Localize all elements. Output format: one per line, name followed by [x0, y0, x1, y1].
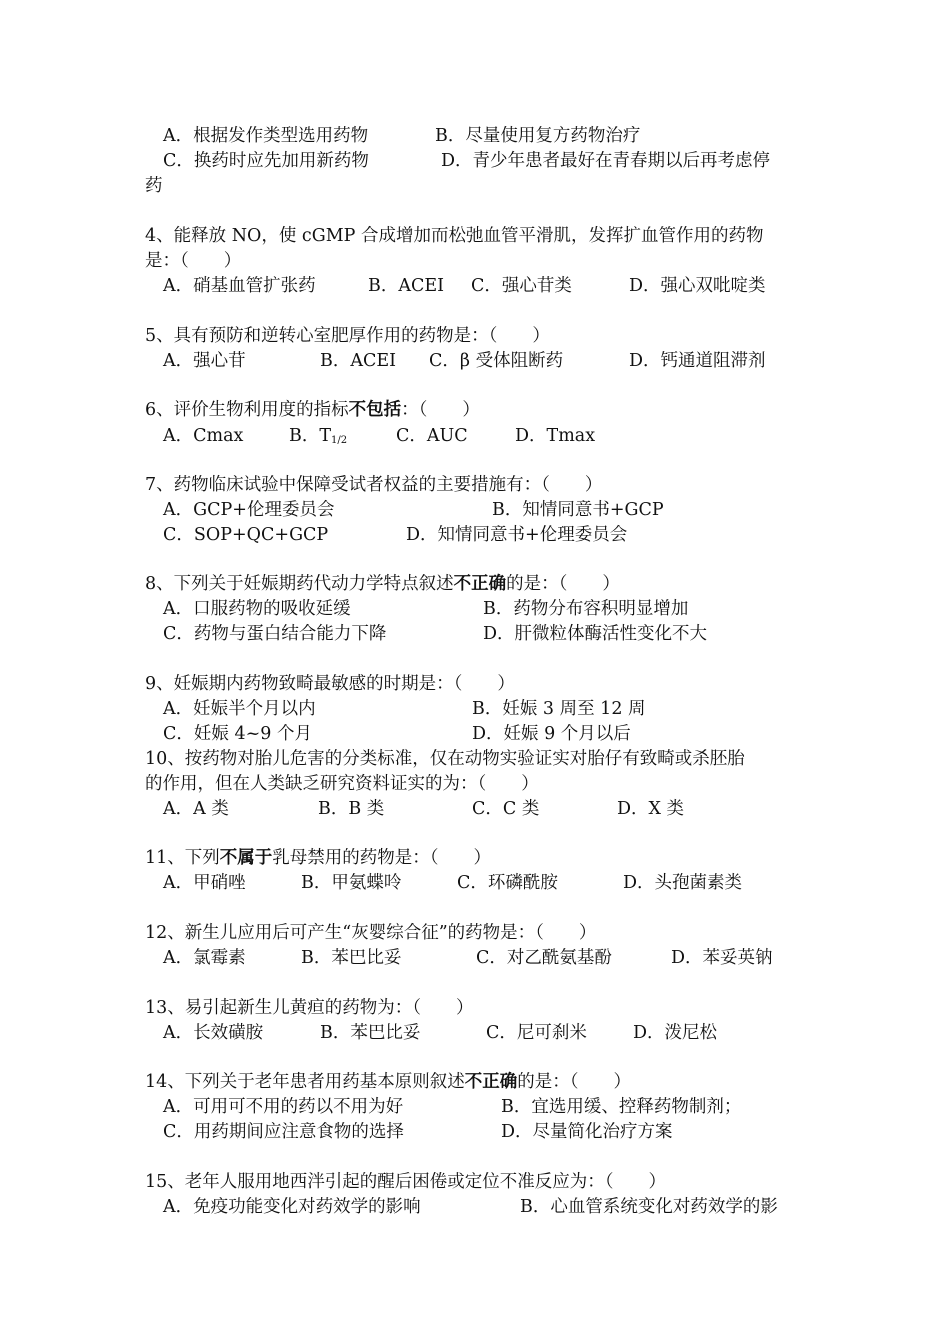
q3-option-d-continued: 药: [145, 176, 163, 196]
q10-option-c: C．C 类: [472, 799, 540, 819]
q4-option-c: C．强心苷类: [471, 276, 572, 296]
q14-stem-emphasis: 不正确: [464, 1072, 518, 1092]
q6-stem: [145, 398, 480, 423]
q4-option-a: A．硝基血管扩张药: [163, 276, 316, 296]
q8-stem-answer-blank: 的是：（ ）: [506, 574, 620, 594]
q14-stem: [145, 1070, 631, 1095]
q5-option-a: A．强心苷: [163, 351, 246, 371]
q8-option-c: C．药物与蛋白结合能力下降: [163, 624, 387, 644]
q9-option-c: C．妊娠 4~9 个月: [163, 724, 312, 744]
q7-option-c: C．SOP+QC+GCP: [163, 525, 329, 545]
q10-stem-line2: 的作用，但在人类缺乏研究资料证实的为：（ ）: [145, 774, 539, 794]
q9-option-a: A．妊娠半个月以内: [163, 699, 316, 719]
q3-option-c: C．换药时应先加用新药物: [163, 151, 369, 171]
q6-option-b-subscript: 1/2: [331, 435, 348, 446]
q8-stem-text: 8、下列关于妊娠期药代动力学特点叙述: [145, 574, 454, 594]
q13-option-d: D．泼尼松: [633, 1023, 718, 1043]
q15-stem: 15、老年人服用地西泮引起的醒后困倦或定位不准反应为：（ ）: [145, 1172, 667, 1192]
q10-option-b: B．B 类: [318, 799, 385, 819]
q5-option-b: B．ACEI: [320, 351, 397, 371]
q11-stem: [145, 846, 491, 871]
q6-stem-emphasis: 不包括: [348, 400, 402, 420]
q10-stem-line1: 10、按药物对胎儿危害的分类标准，仅在动物实验证实对胎仔有致畸或杀胚胎: [145, 749, 745, 769]
q7-stem: 7、药物临床试验中保障受试者权益的主要措施有：（ ）: [145, 475, 603, 495]
q13-stem: 13、易引起新生儿黄疸的药物为：（ ）: [145, 998, 474, 1018]
q14-option-a: A．可用可不用的药以不用为好: [163, 1097, 404, 1117]
q7-option-b: B．知情同意书+GCP: [492, 500, 664, 520]
q14-option-c: C．用药期间应注意食物的选择: [163, 1122, 404, 1142]
q11-option-d: D．头孢菌素类: [623, 873, 743, 893]
q13-option-a: A．长效磺胺: [163, 1023, 264, 1043]
q10-option-d: D．X 类: [617, 799, 685, 819]
q11-stem-answer-blank: 乳母禁用的药物是：（ ）: [272, 848, 492, 868]
q14-stem-text: 14、下列关于老年患者用药基本原则叙述: [145, 1072, 465, 1092]
q13-option-c: C．尼可刹米: [486, 1023, 587, 1043]
q4-stem-line2: 是：（ ）: [145, 251, 242, 271]
q11-option-a: A．甲硝唑: [163, 873, 246, 893]
q5-stem: 5、具有预防和逆转心室肥厚作用的药物是：（ ）: [145, 326, 550, 346]
q6-option-d: D．Tmax: [515, 426, 596, 446]
q11-stem-emphasis: 不属于: [219, 848, 273, 868]
q11-option-b: B．甲氨蝶呤: [301, 873, 402, 893]
q9-stem: 9、妊娠期内药物致畸最敏感的时期是：（ ）: [145, 674, 515, 694]
q3-option-a: A．根据发作类型选用药物: [163, 126, 369, 146]
q6-option-b-text: B．T: [289, 426, 332, 446]
q3-option-b: B．尽量使用复方药物治疗: [435, 126, 641, 146]
q11-stem-text: 11、下列: [145, 848, 220, 868]
q5-option-d: D．钙通道阻滞剂: [629, 351, 766, 371]
q12-option-c: C．对乙酰氨基酚: [476, 948, 612, 968]
q6-option-a: A．Cmax: [163, 426, 244, 446]
q8-option-a: A．口服药物的吸收延缓: [163, 599, 351, 619]
q6-option-b: [289, 424, 347, 453]
q14-option-d: D．尽量简化治疗方案: [501, 1122, 673, 1142]
q8-stem: [145, 572, 620, 597]
q12-option-a: A．氯霉素: [163, 948, 246, 968]
q9-option-d: D．妊娠 9 个月以后: [472, 724, 631, 744]
q7-option-d: D．知情同意书+伦理委员会: [406, 525, 628, 545]
q11-option-c: C．环磷酰胺: [457, 873, 558, 893]
q9-option-b: B．妊娠 3 周至 12 周: [472, 699, 646, 719]
q8-option-b: B．药物分布容积明显增加: [483, 599, 689, 619]
q14-option-b: B．宜选用缓、控释药物制剂；: [501, 1097, 742, 1117]
q12-option-b: B．苯巴比妥: [301, 948, 402, 968]
q8-stem-emphasis: 不正确: [453, 574, 507, 594]
q12-option-d: D．苯妥英钠: [671, 948, 773, 968]
q6-stem-text: 6、评价生物利用度的指标: [145, 400, 349, 420]
q13-option-b: B．苯巴比妥: [320, 1023, 421, 1043]
q4-stem-line1: 4、能释放 NO，使 cGMP 合成增加而松弛血管平滑肌，发挥扩血管作用的药物: [145, 226, 764, 246]
q15-option-a: A．免疫功能变化对药效学的影响: [163, 1197, 421, 1217]
q10-option-a: A．A 类: [163, 799, 229, 819]
q14-stem-answer-blank: 的是：（ ）: [517, 1072, 632, 1092]
q6-option-c: C．AUC: [396, 426, 468, 446]
q4-option-b: B．ACEI: [368, 276, 445, 296]
q5-option-c: C．β 受体阻断药: [429, 351, 564, 371]
q8-option-d: D．肝微粒体酶活性变化不大: [483, 624, 708, 644]
q12-stem: 12、新生儿应用后可产生“灰婴综合征”的药物是：（ ）: [145, 923, 597, 943]
q7-option-a: A．GCP+伦理委员会: [163, 500, 335, 520]
q15-option-b: B．心血管系统变化对药效学的影: [520, 1197, 778, 1217]
q3-option-d: D．青少年患者最好在青春期以后再考虑停: [441, 151, 771, 171]
q4-option-d: D．强心双吡啶类: [629, 276, 766, 296]
q6-stem-answer-blank: ：（ ）: [401, 400, 480, 420]
